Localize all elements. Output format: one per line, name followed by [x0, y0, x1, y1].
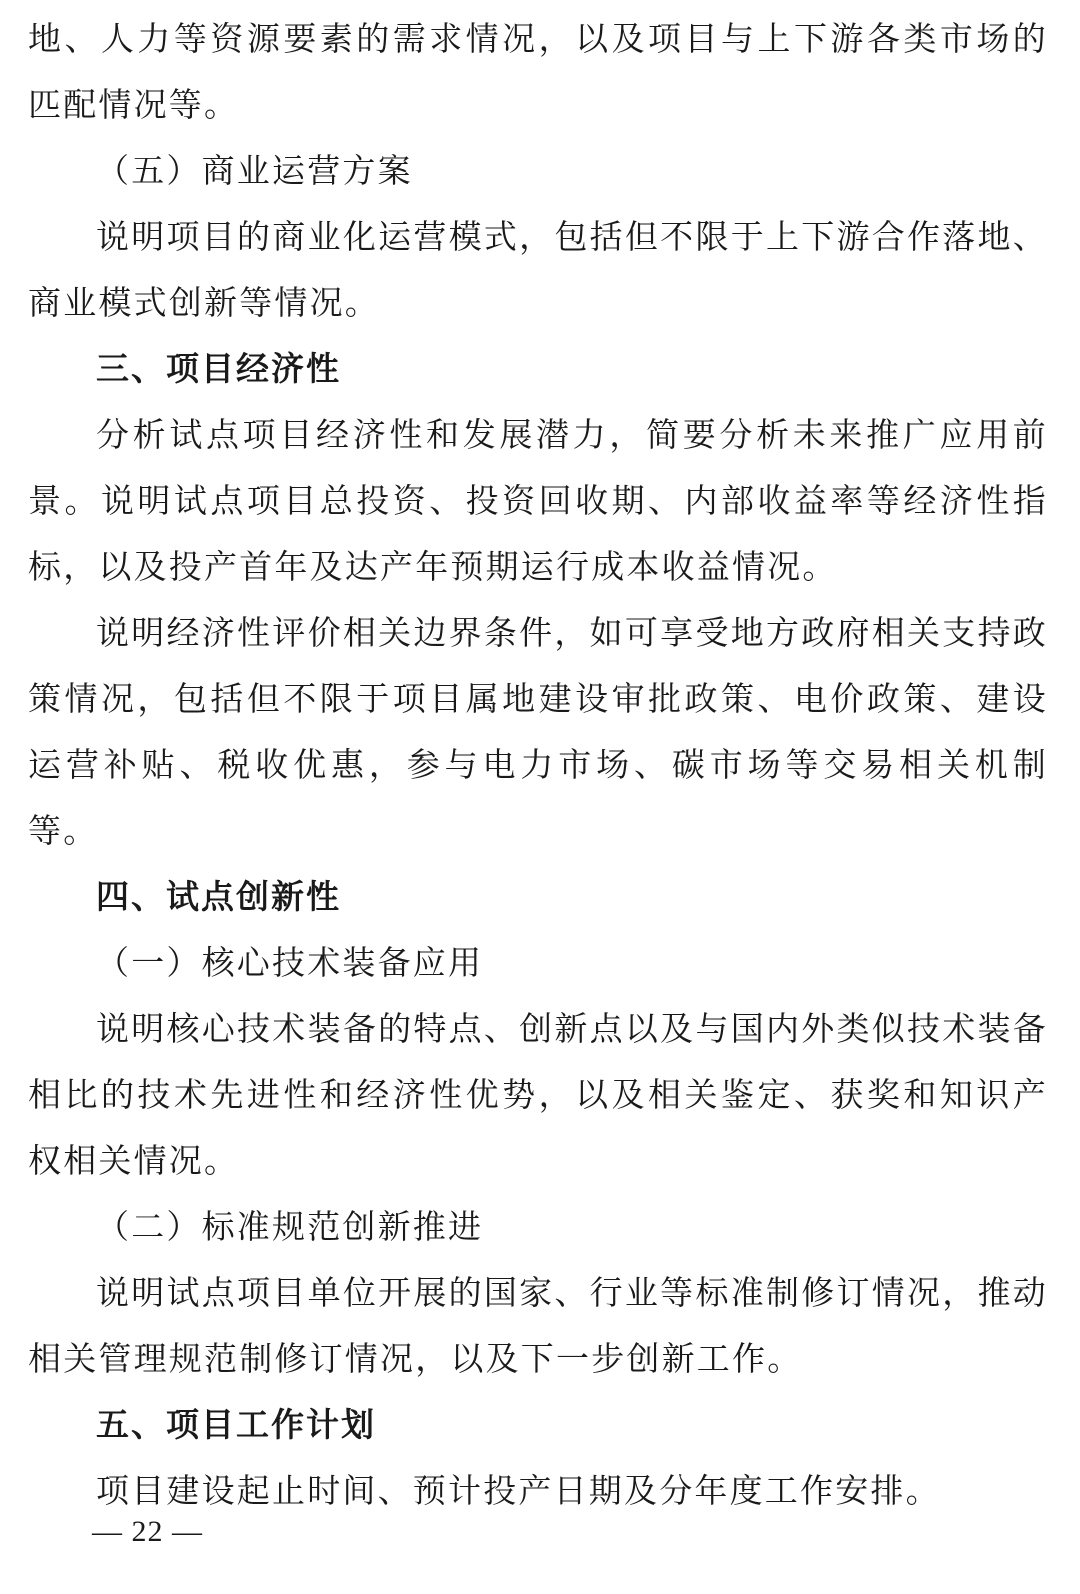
subheading-core-technology: （一）核心技术装备应用	[96, 943, 484, 982]
paragraph-economics-analysis: 分析试点项目经济性和发展潜力，简要分析未来推广应用前景。说明试点项目总投资、投资回收期、内部收益率等经济性指标，以及投产首年及达产年预期运行成本收益情况。	[28, 415, 1048, 586]
paragraph-work-plan: 项目建设起止时间、预计投产日期及分年度工作安排。	[96, 1471, 941, 1510]
paragraph-core-technology: 说明核心技术装备的特点、创新点以及与国内外类似技术装备相比的技术先进性和经济性优势，以及相关鉴定、获奖和知识产权相关情况。	[28, 1009, 1048, 1180]
paragraph-standards-innovation: 说明试点项目单位开展的国家、行业等标准制修订情况，推动相关管理规范制修订情况，以及下一步创新工作。	[28, 1273, 1048, 1378]
subheading-business-operation: （五）商业运营方案	[96, 151, 413, 190]
paragraph-resource-demand: 地、人力等资源要素的需求情况，以及项目与上下游各类市场的匹配情况等。	[28, 19, 1048, 124]
heading-work-plan: 五、项目工作计划	[96, 1405, 376, 1444]
page-number: — 22 —	[92, 1515, 203, 1548]
heading-pilot-innovation: 四、试点创新性	[96, 877, 341, 916]
heading-project-economics: 三、项目经济性	[96, 349, 341, 388]
paragraph-economics-boundary: 说明经济性评价相关边界条件，如可享受地方政府相关支持政策情况，包括但不限于项目属地建设审批政策、电价政策、建设运营补贴、税收优惠，参与电力市场、碳市场等交易相关机制等。	[28, 613, 1048, 850]
document-body	[28, 6, 1048, 1524]
subheading-standards-innovation: （二）标准规范创新推进	[96, 1207, 484, 1246]
paragraph-business-operation: 说明项目的商业化运营模式，包括但不限于上下游合作落地、商业模式创新等情况。	[28, 217, 1048, 322]
